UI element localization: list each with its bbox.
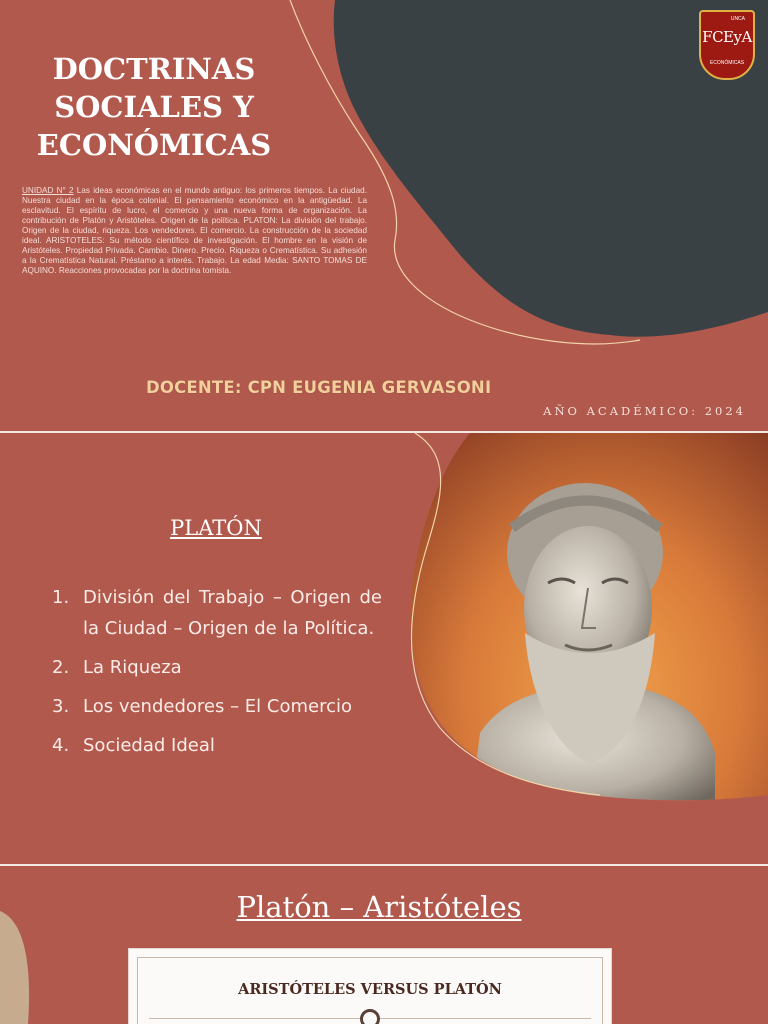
card-title: ARISTÓTELES VERSUS PLATÓN bbox=[238, 981, 502, 998]
slide-platon-aristoteles bbox=[0, 866, 768, 1024]
slide-platon bbox=[0, 433, 768, 864]
logo-main-text: FCEyA bbox=[702, 28, 752, 46]
item-number: 3. bbox=[52, 696, 70, 717]
item-text: La Riqueza bbox=[83, 657, 182, 678]
title-line: DOCTRINAS bbox=[52, 52, 256, 86]
item-number: 4. bbox=[52, 735, 70, 756]
title-line: ECONÓMICAS bbox=[36, 128, 272, 162]
section-heading: Platón – Aristóteles bbox=[236, 890, 522, 924]
comparison-image bbox=[128, 948, 612, 1024]
list-item bbox=[52, 730, 382, 761]
slide-title bbox=[0, 0, 768, 431]
logo-sub-text: ECONÓMICAS bbox=[709, 60, 745, 66]
ring-ornament-icon bbox=[360, 1009, 380, 1024]
fceya-logo bbox=[699, 10, 755, 80]
item-number: 1. bbox=[52, 587, 70, 608]
platon-topics-list bbox=[52, 582, 382, 769]
logo-top-text: UNCA bbox=[730, 16, 745, 22]
item-text: División del Trabajo – Origen de la Ciudad – Origen de la Política. bbox=[83, 587, 382, 639]
presentation-title bbox=[20, 50, 288, 164]
academic-year: AÑO ACADÉMICO: 2024 bbox=[543, 404, 746, 418]
unit-description bbox=[22, 186, 367, 276]
list-item bbox=[52, 691, 382, 722]
unit-label: UNIDAD N° 2 bbox=[22, 186, 74, 195]
list-item bbox=[52, 652, 382, 683]
item-number: 2. bbox=[52, 657, 70, 678]
title-line: SOCIALES Y bbox=[54, 90, 254, 124]
docente-label: DOCENTE: CPN EUGENIA GERVASONI bbox=[146, 378, 492, 397]
item-text: Sociedad Ideal bbox=[83, 735, 215, 756]
unit-text: Las ideas económicas en el mundo antiguo: los primeros tiempos. La ciudad. Nuestra ciudad en la época colonial. El pensamiento económico en la antigüedad. La esclavitud. El espíritu de lucro, el comercio y una nueva forma de organización. La contribución de Platón y Aristóteles. Origen de la política. PLATON: La división del trabajo. Origen de la ciudad, riqueza. Los vendedores. El comercio. La construcción de la sociedad ideal. ARISTOTELES: Su método científico de investigación. El hombre en la visión de Aristóteles. Propiedad Privada. Cambio. Dinero. Precio. Riqueza o Crematística. Su adhesión a la Crematística Natural. Préstamo a interés. Trabajo. La edad Media: SANTO TOMAS DE AQUINO. Reacciones provocadas por la doctrina tomista. bbox=[22, 186, 367, 275]
list-item bbox=[52, 582, 382, 644]
item-text: Los vendedores – El Comercio bbox=[83, 696, 352, 717]
section-heading: PLATÓN bbox=[170, 516, 262, 540]
